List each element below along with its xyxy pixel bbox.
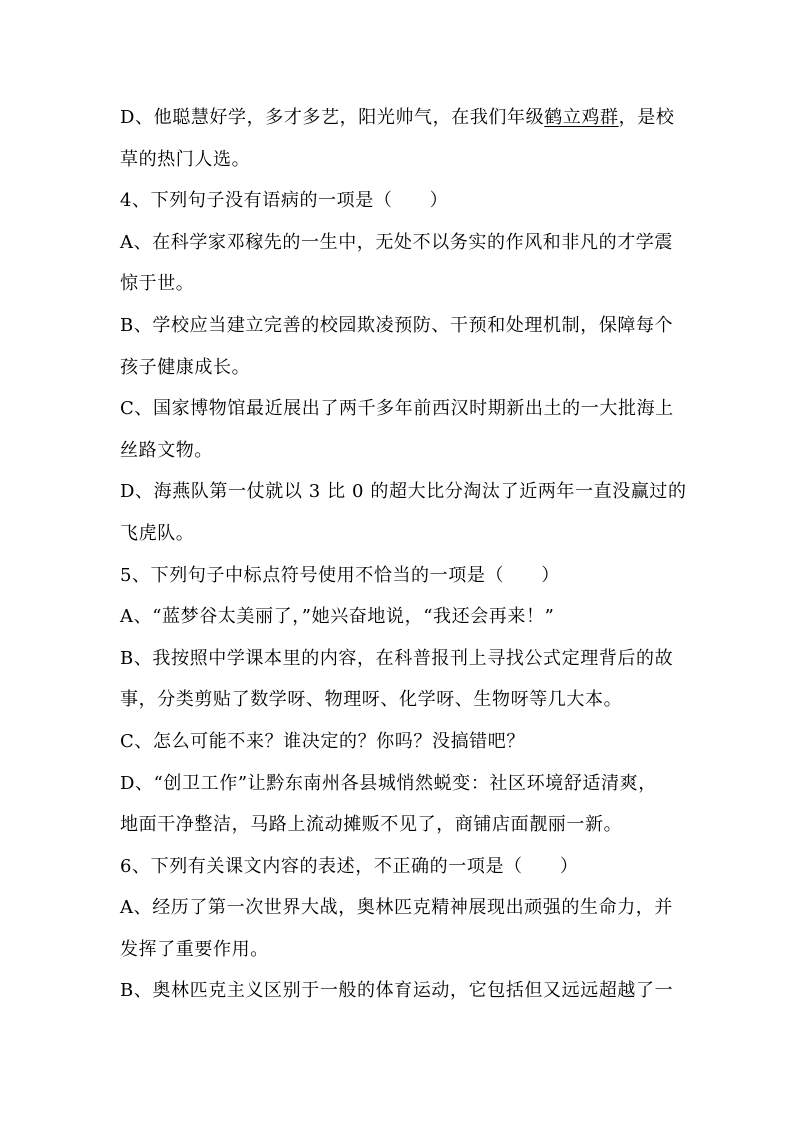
q6-option-a-line-1: A、经历了第一次世界大战，奥林匹克精神展现出顽强的生命力，并 — [120, 897, 673, 919]
q4-option-a-line-1: A、在科学家邓稼先的一生中，无处不以务实的作风和非凡的才学震 — [120, 231, 673, 253]
option-d-line-1 — [120, 97, 680, 139]
question-6-stem: 6、下列有关课文内容的表述，不正确的一项是（ ） — [120, 855, 579, 877]
q5-option-b-line-1: B、我按照中学课本里的内容，在科普报刊上寻找公式定理背后的故 — [120, 647, 674, 669]
q5-option-c: C、怎么可能不来？谁决定的？你吗？没搞错吧？ — [120, 730, 525, 752]
underlined-idiom: 鹤立鸡群 — [544, 107, 619, 128]
q5-option-b-line-2: 事，分类剪贴了数学呀、物理呀、化学呀、生物呀等几大本。 — [120, 689, 623, 711]
option-d-line-2: 草的热门人选。 — [120, 148, 251, 170]
q4-option-a-line-2: 惊于世。 — [120, 273, 195, 295]
q4-option-c-line-1: C、国家博物馆最近展出了两千多年前西汉时期新出土的一大批海上 — [120, 398, 674, 420]
q4-option-d-line-2: 飞虎队。 — [120, 522, 195, 544]
option-d-text-end: ，是校 — [618, 107, 675, 128]
q4-option-d-line-1: D、海燕队第一仗就以 3 比 0 的超大比分淘汰了近两年一直没赢过的 — [120, 481, 687, 503]
question-5-stem: 5、下列句子中标点符号使用不恰当的一项是（ ） — [120, 564, 560, 586]
q4-option-b-line-1: B、学校应当建立完善的校园欺凌预防、干预和处理机制，保障每个 — [120, 314, 674, 336]
q5-option-d-line-1: D、“创卫工作”让黔东南州各县城悄然蜕变：社区环境舒适清爽， — [120, 772, 657, 794]
q6-option-a-line-2: 发挥了重要作用。 — [120, 938, 269, 960]
q4-option-c-line-2: 丝路文物。 — [120, 439, 213, 461]
q5-option-a: A、“蓝梦谷太美丽了，”她兴奋地说，“我还会再来！” — [120, 606, 555, 628]
option-d-text: D、他聪慧好学，多才多艺，阳光帅气，在我们年级 — [120, 107, 545, 128]
q5-option-d-line-2: 地面干净整洁，马路上流动摊贩不见了，商铺店面靓丽一新。 — [120, 814, 623, 836]
q4-option-b-line-2: 孩子健康成长。 — [120, 356, 251, 378]
question-4-stem: 4、下列句子没有语病的一项是（ ） — [120, 190, 449, 212]
document-body — [120, 97, 687, 1012]
q6-option-b-line-1: B、奥林匹克主义区别于一般的体育运动，它包括但又远远超越了一 — [120, 980, 674, 1002]
